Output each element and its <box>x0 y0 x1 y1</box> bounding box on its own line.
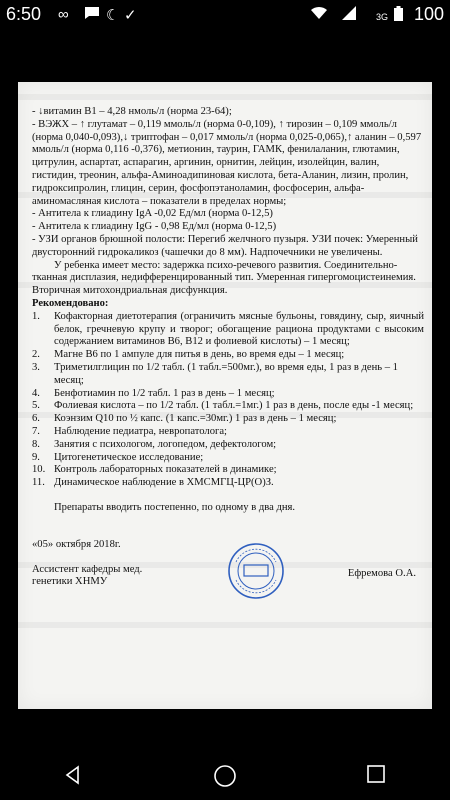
battery-level: 100 <box>413 4 444 24</box>
item-text: Триметилглицин по 1/2 табл. (1 табл.=500мг.), во время еды, 1 раз в день – 1 месяц; <box>54 361 398 386</box>
item-number: 4. <box>32 387 40 399</box>
item-number: 8. <box>32 438 40 450</box>
result-line: гистидин, треонин, альфа-Аминоадипиновая кислота, бета-Аланин, лизин, пролин, <box>32 169 409 181</box>
result-line: цитрулин, аспартат, аспарагин, аргинин, орнитин, лейцин, изолейцин, валин, <box>32 157 380 169</box>
item-text: Бенфотиамин по 1/2 табл. 1 раз в день – 1 месяц; <box>54 387 275 399</box>
document-page <box>18 82 432 709</box>
recommendation-item <box>32 477 424 490</box>
result-line: - ВЭЖХ – ↑ глутамат – 0,119 ммоль/л (норма 0-0,109), ↑ тирозин – 0,109 ммоль/л <box>32 118 397 130</box>
recommendation-item <box>32 426 424 439</box>
result-line: - УЗИ органов брюшной полости: Перегиб желчного пузыря. УЗИ почек: Умеренный <box>32 233 418 245</box>
result-line: ммоль/л (норма 0,116 -0,376), метионин, таурин, ГАМК, фенилаланин, глютамин, <box>32 144 400 156</box>
item-number: 6. <box>32 413 40 425</box>
wifi-icon <box>310 6 328 24</box>
recommendation-item <box>32 439 424 452</box>
document-text <box>32 106 424 592</box>
item-text: Наблюдение педиатра, невропатолога; <box>54 425 227 437</box>
item-number: 2. <box>32 349 40 361</box>
result-line: двусторонний гидрокаликоз (чашечки до 8 мм). Надпочечники не увеличены. <box>32 246 383 258</box>
recommendation-item <box>32 464 424 477</box>
item-text: Кофакторная диетотерапия (ограничить мясные бульоны, говядину, сыр, яичный белок, гречневую крупу и творог; обогащение рациона продуктами с высоким содержанием витаминов В6, В12 и фолиевой кислоты) – 1 месяц; <box>54 310 424 348</box>
recent-apps-button[interactable] <box>366 764 386 788</box>
result-line: (норма 0,040-0,093),↓ триптофан – 0,017 ммоль/л (норма 0,025-0,065),↑ аланин – 0,597 <box>32 131 422 143</box>
item-text: Фолиевая кислота – по 1/2 табл. (1 табл.=1мг.) 1 раз в день, после еды -1 месяц; <box>54 400 414 412</box>
message-icon <box>84 6 100 24</box>
item-number: 5. <box>32 400 40 412</box>
stamp-seal-icon <box>227 542 285 600</box>
navigation-bar <box>0 752 450 800</box>
battery-icon <box>394 6 403 25</box>
item-text: Коэнзим Q10 по ½ капс. (1 капс.=30мг.) 1 раз в день – 1 месяц; <box>54 413 337 425</box>
recommendation-item <box>32 388 424 401</box>
item-text: Занятия с психологом, логопедом, дефектологом; <box>54 438 277 450</box>
signer-name: Ефремова О.А. <box>347 567 416 579</box>
conclusion-line: Вторичная митохондриальная дисфункция. <box>32 285 228 297</box>
recommendation-item <box>32 452 424 465</box>
recommendations-list <box>32 311 424 490</box>
item-text: Магне B6 по 1 ампуле для питья в день, во время еды – 1 месяц; <box>54 349 345 361</box>
moon-icon: ☾ <box>106 7 120 24</box>
result-line: гидроксипролин, глицин, серин, фосфопэтаноламин, фосфосерин, альфа- <box>32 182 365 194</box>
recommendation-item <box>32 362 424 388</box>
recommendation-item <box>32 413 424 426</box>
item-number: 3. <box>32 361 40 373</box>
signer-title-line: генетики ХНМУ <box>32 576 108 588</box>
infinity-icon: ∞ <box>58 6 69 23</box>
date: «05» октября 2018г. <box>32 538 121 550</box>
signature-block <box>32 564 424 592</box>
signal-icon <box>342 6 356 24</box>
recommendation-item <box>32 311 424 349</box>
result-line: - ↓витамин B1 – 4,28 нмоль/л (норма 23-64); <box>32 106 232 117</box>
result-line: - Антитела к глиадину IgG - 0,98 Ед/мл (норма 0-12,5) <box>32 221 277 233</box>
signer-title <box>32 564 142 590</box>
item-number: 9. <box>32 451 40 463</box>
conclusion-line: У ребенка имеет место: задержка психо-речевого развития. Соединительно- <box>54 259 398 271</box>
note: Препараты вводить постепенно, по одному в два дня. <box>54 501 296 513</box>
recommendation-item <box>32 400 424 413</box>
item-number: 1. <box>32 310 40 322</box>
item-text: Цитогенетическое исследование; <box>54 451 204 463</box>
check-icon: ✓ <box>124 7 137 24</box>
home-button[interactable] <box>213 764 237 792</box>
signer-title-line: Ассистент кафедры мед. <box>32 563 143 575</box>
item-text: Контроль лабораторных показателей в динамике; <box>54 464 277 476</box>
item-number: 10. <box>32 464 46 476</box>
result-line: аминомасляная кислота – показатели в пределах нормы; <box>32 195 287 207</box>
conclusion-line: тканная дисплазия, недифференцированный тип. Умеренная гипергомоцистеинемия. <box>32 272 416 284</box>
recommendation-item <box>32 349 424 362</box>
item-text: Динамическое наблюдение в ХМСМГЦ-ЦР(О)З. <box>54 477 274 489</box>
result-line: - Антитела к глиадину IgA -0,02 Ед/мл (норма 0-12,5) <box>32 208 273 220</box>
clock: 6:50 <box>6 4 42 24</box>
recommendations-heading: Рекомендовано: <box>32 297 109 309</box>
status-bar <box>0 0 450 30</box>
item-number: 7. <box>32 425 40 437</box>
network-type: 3G <box>376 12 389 22</box>
item-number: 11. <box>32 477 45 489</box>
back-button[interactable] <box>62 764 84 790</box>
